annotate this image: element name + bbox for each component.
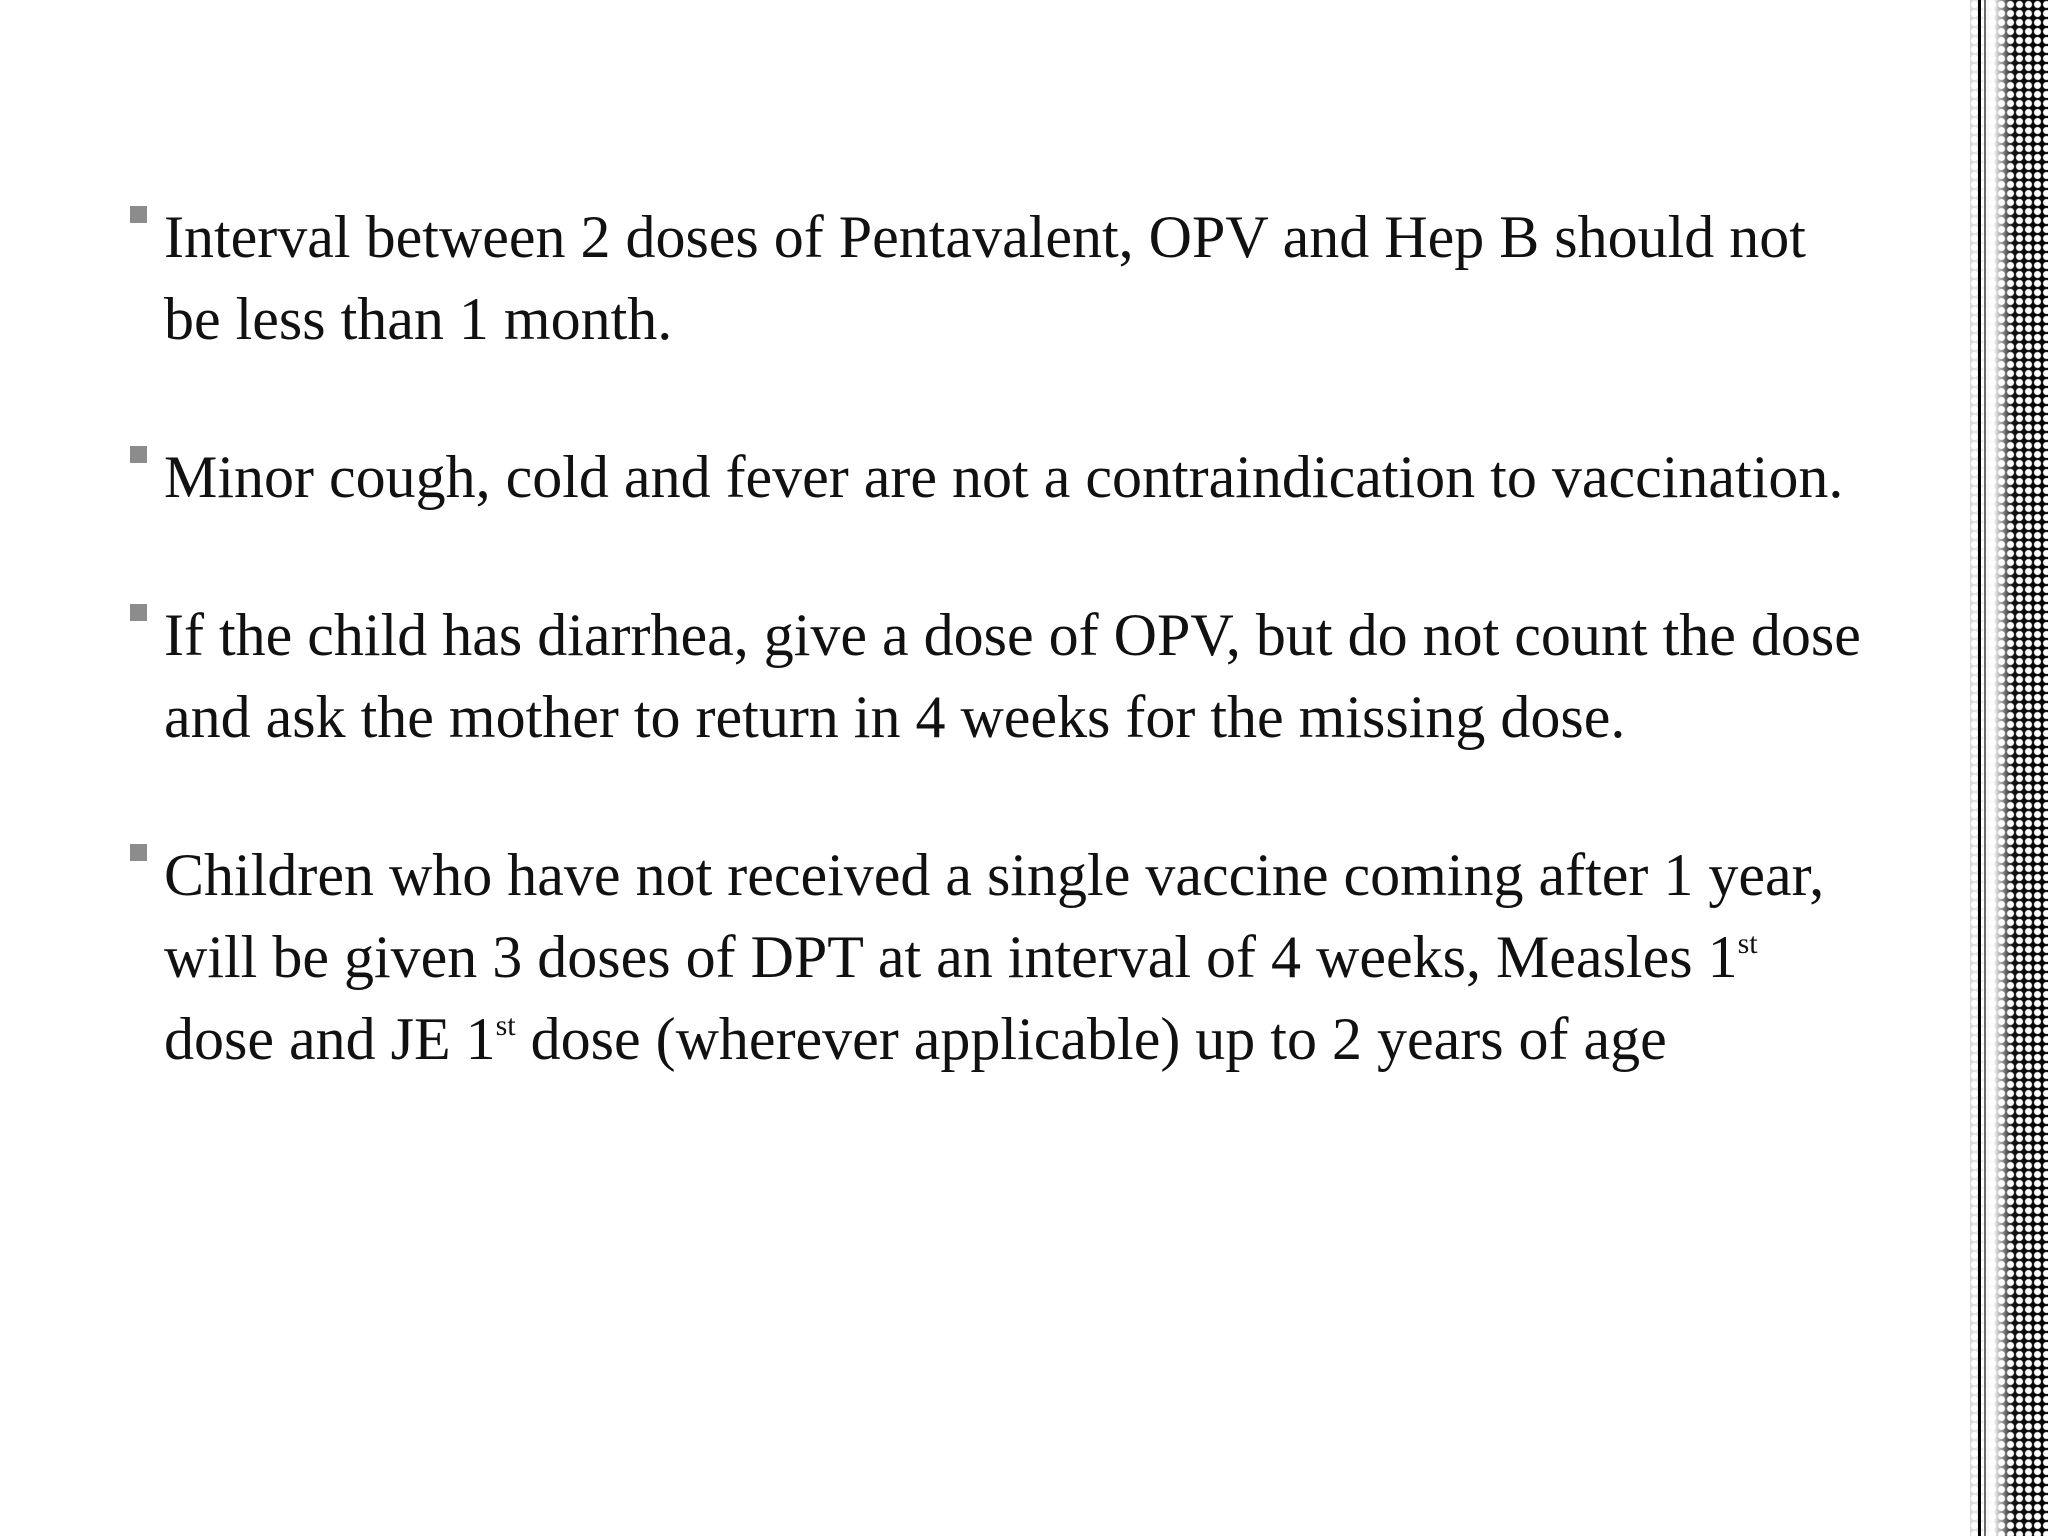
square-bullet-icon <box>130 604 147 621</box>
bullet-item-unvaccinated-children <box>130 834 1870 1080</box>
square-bullet-icon <box>130 206 147 223</box>
square-bullet-icon <box>130 446 147 463</box>
square-bullet-icon <box>130 844 147 861</box>
bullet-item-dose-interval <box>130 196 1870 360</box>
bullet-text: Minor cough, cold and fever are not a contraindication to vaccination. <box>164 444 1844 510</box>
ordinal-suffix: st <box>1737 927 1758 960</box>
ordinal-suffix: st <box>495 1009 516 1042</box>
bullet-text-part: dose and JE 1 <box>164 1006 496 1072</box>
bullet-list <box>130 196 1870 1156</box>
bullet-text-part: dose (wherever applicable) up to 2 years of age <box>515 1006 1667 1072</box>
bullet-text-part: Children who have not received a single vaccine coming after 1 year, will be given 3 doses of DPT at an interval of 4 weeks, Measles 1 <box>164 842 1825 990</box>
decorative-side-bar <box>1970 0 2048 1536</box>
bullet-text: If the child has diarrhea, give a dose of OPV, but do not count the dose and ask the mother to return in 4 weeks for the missing dose. <box>164 602 1861 750</box>
bullet-item-minor-illness <box>130 436 1870 518</box>
bullet-text: Interval between 2 doses of Pentavalent, OPV and Hep B should not be less than 1 month. <box>164 204 1806 352</box>
bullet-item-diarrhea <box>130 594 1870 758</box>
